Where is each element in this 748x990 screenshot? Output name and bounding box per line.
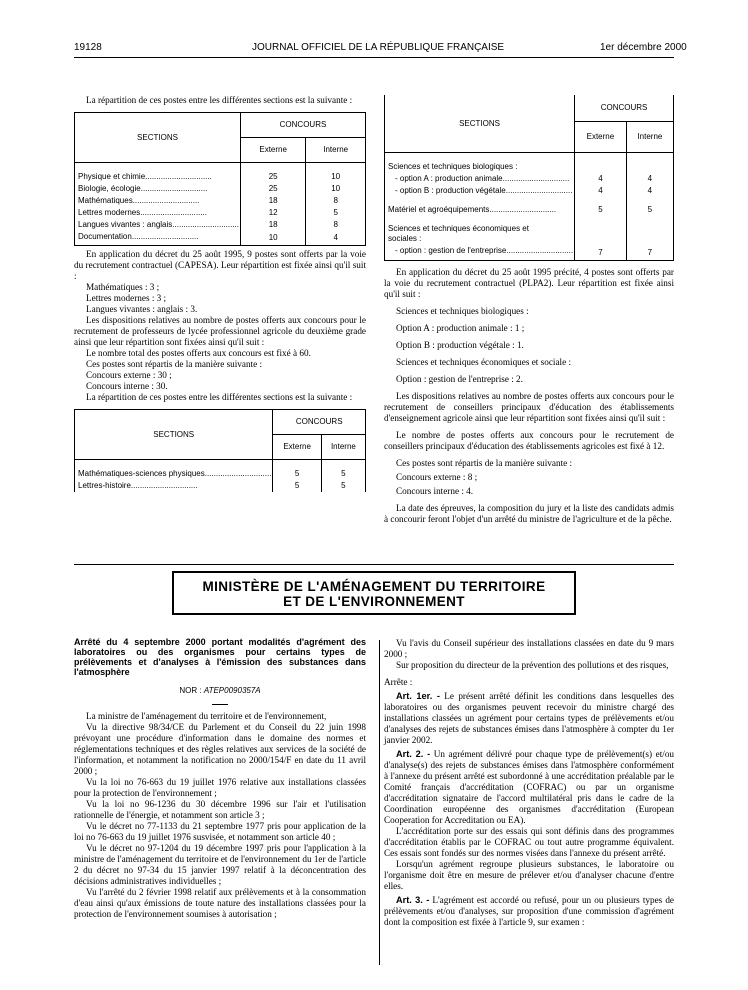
page-number: 19128 (74, 42, 102, 53)
left-column (74, 95, 366, 492)
list-item: Concours externe : 30 ; (86, 370, 172, 380)
list-item: Concours externe : 8 ; (396, 472, 478, 482)
table-row: Langues vivantes : anglais.............................. 18 8 (75, 219, 366, 231)
table-row: Mathématiques.............................. 18 8 (75, 195, 366, 207)
list-item: Lettres modernes : 3 ; (86, 293, 167, 303)
article-label: Art. 2. - (396, 749, 431, 759)
visa: Vu la loi no 76-663 du 19 juillet 1976 relative aux installations classées pour la protection de l'environnement ; (74, 777, 366, 798)
row-label: - option A : production animale (395, 174, 503, 183)
table-header-sections: SECTIONS (75, 113, 241, 163)
cell-interne: 4 (306, 231, 366, 246)
table-header-concours: CONCOURS (575, 95, 674, 122)
table-row: Lettres modernes.............................. 12 5 (75, 207, 366, 219)
paragraph: En application du décret du 25 août 1995, 9 postes sont offerts par la voie du recrutement contractuel (CAPESA). Leur répartition est fixée ainsi qu'il suit : (74, 249, 366, 281)
arrete-title: Arrêté du 4 septembre 2000 portant modalités d'agrément des laboratoires ou des organismes pour certains types de prélèvements et d'analyses à l'émission des substances dans l'atmosphère (74, 637, 366, 677)
article-text: Le présent arrêté définit les conditions dans lesquelles des laboratoires ou des organismes peuvent recevoir du ministre chargé des installations classées un agrément pour certains types de prélèvements et/ou d'analyses des rejets de substances émises dans l'atmosphère à compter du 1er janvier 2002. (384, 691, 675, 745)
cell-interne: 5 (626, 204, 673, 216)
journal-title: JOURNAL OFFICIEL DE LA RÉPUBLIQUE FRANÇAISE (252, 42, 505, 53)
article-label: Art. 1er. - (396, 691, 440, 701)
paragraph: Lorsqu'un agrément regroupe plusieurs substances, le laboratoire ou l'organisme doit être en mesure de prélever et/ou d'analyser chacune d'entre elles. (384, 859, 674, 891)
row-label: Matériel et agroéquipements (388, 205, 490, 214)
table-row: Biologie, écologie.............................. 25 10 (75, 183, 366, 195)
cell-externe: 12 (240, 207, 305, 219)
cell-externe: 5 (575, 204, 627, 216)
table-row: Lettres-histoire.............................. 5 5 (75, 480, 366, 492)
paragraph: Ces postes sont répartis de la manière suivante : (86, 359, 263, 369)
cell-externe: 7 (575, 245, 627, 261)
row-label: Mathématiques (78, 196, 133, 205)
table-sections-continued (384, 95, 674, 261)
paragraph: Ces postes sont répartis de la manière suivante : (396, 458, 573, 468)
table-header-interne: Interne (321, 435, 365, 460)
ministry-title-line2: ET DE L'ENVIRONNEMENT (283, 594, 465, 609)
cell-interne: 5 (321, 480, 365, 492)
group-label: Sciences et techniques économiques et sociales : (388, 224, 529, 243)
article-text: Un agrément délivré pour chaque type de prélèvement(s) et/ou d'analyse(s) des rejets de substances émises dans l'atmosphère conformément à l'annexe du présent arrêté est subordonné à une accréditation préalable par le Comité français d'accréditation (COFRAC) ou par un organisme d'accréditation signataire de l'accord multilatéral pris dans le cadre de la Coordination européenne des organismes d'accréditation (European Cooperation for Accreditation ou EA). (384, 749, 675, 825)
row-label: Physique et chimie (78, 172, 146, 181)
cell-externe: 4 (575, 173, 627, 185)
paragraph: L'accréditation porte sur des essais qui sont définis dans des programmes d'accréditation établis par le COFRAC ou tout autre programme équivalent. Ces essais sont fondés sur des normes visées dans l'annexe du présent arrêté. (384, 826, 674, 858)
nor-reference (74, 685, 366, 696)
table-group-row (385, 223, 674, 245)
table-row: Matériel et agroéquipements.............................. 5 5 (385, 204, 674, 216)
row-label: - option : gestion de l'entreprise (395, 246, 507, 255)
row-label: Biologie, écologie (78, 184, 141, 193)
cell-externe: 5 (273, 468, 321, 480)
list-item: Langues vivantes : anglais : 3. (86, 304, 198, 314)
row-label: Documentation (78, 232, 132, 241)
list-item: Option B : production végétale : 1. (396, 340, 524, 350)
group-label: Sciences et techniques biologiques : (388, 162, 518, 171)
issue-date: 1er décembre 2000 (600, 42, 687, 53)
row-label: Lettres modernes (78, 208, 141, 217)
column-divider (379, 640, 380, 965)
nor-code: ATEP0090357A (203, 686, 261, 695)
table-header-sections: SECTIONS (385, 95, 575, 153)
visa: Vu la loi no 96-1236 du 30 décembre 1996 sur l'air et l'utilisation rationnelle de l'énergie, et notamment son article 3 ; (74, 799, 366, 820)
visa: Vu l'arrêté du 2 février 1998 relatif aux prélèvements et à la consommation d'eau ainsi qu'aux émissions de toute nature des installations classées pour la protection de l'environnement soumises à autorisation ; (74, 887, 366, 919)
header-rule (74, 57, 674, 58)
cell-externe: 18 (240, 219, 305, 231)
cell-interne: 10 (306, 183, 366, 195)
table-sections-plpa (74, 409, 366, 492)
table-row: Mathématiques-sciences physiques.............................. 5 5 (75, 468, 366, 480)
paragraph: La répartition de ces postes entre les différentes sections est la suivante : (86, 95, 353, 105)
paragraph: Les dispositions relatives au nombre de postes offerts aux concours pour le recrutement de conseillers principaux d'éducation des établissements d'enseignement agricole ainsi que leur répartition sont fixées ainsi qu'il suit : (384, 391, 674, 423)
row-label: Langues vivantes : anglais (78, 220, 173, 229)
cell-externe: 5 (273, 480, 321, 492)
cell-externe: 18 (240, 195, 305, 207)
cell-externe: 10 (240, 231, 305, 246)
table-sections-capesa (74, 112, 366, 246)
cell-interne: 8 (306, 195, 366, 207)
table-header-sections: SECTIONS (75, 410, 273, 460)
visa: Vu la directive 98/34/CE du Parlement et du Conseil du 22 juin 1998 prévoyant une procédure d'information dans le domaine des normes et réglementations techniques et des règles relatives aux services de la société de l'information, et notamment la notification no 2000/154/F en date du 11 avril 2000 ; (74, 722, 366, 776)
paragraph: Le nombre total des postes offerts aux concours est fixé à 60. (86, 348, 311, 358)
paragraph: Les dispositions relatives au nombre de postes offerts aux concours pour le recrutement de professeurs de lycée professionnel agricole du deuxième grade ainsi que leur répartition sont fixées ainsi qu'il suit : (74, 315, 366, 347)
table-row: - option B : production végétale.............................. 4 4 (385, 185, 674, 197)
cell-interne: 4 (626, 185, 673, 197)
paragraph: Sur proposition du directeur de la prévention des pollutions et des risques, (396, 660, 669, 670)
list-item: Concours interne : 4. (396, 486, 474, 496)
cell-interne: 7 (626, 245, 673, 261)
cell-interne: 4 (626, 173, 673, 185)
nor-label: NOR : (179, 686, 202, 695)
list-item: Mathématiques : 3 ; (86, 282, 160, 292)
table-header-externe: Externe (575, 122, 627, 153)
cell-externe: 25 (240, 171, 305, 183)
article-text: L'agrément est accordé ou refusé, pour un ou plusieurs types de prélèvements et/ou d'analyses, sur proposition d'une commission d'agrément dont la composition est fixée à l'article 9, sur examen : (384, 895, 674, 927)
cell-interne: 5 (321, 468, 365, 480)
paragraph: La ministre de l'aménagement du territoire et de l'environnement, (86, 711, 327, 721)
visa: Vu le décret no 77-1133 du 21 septembre 1977 pris pour application de la loi no 76-663 du 19 juillet 1976 susvisée, et notamment son article 40 ; (74, 821, 366, 842)
table-header-externe: Externe (273, 435, 321, 460)
table-row: - option A : production animale.............................. 4 4 (385, 173, 674, 185)
arrete-word: Arrête : (384, 677, 413, 687)
paragraph: En application du décret du 25 août 1995 précité, 4 postes sont offerts par la voie du recrutement contractuel (PLPA2). Leur répartition est fixée ainsi qu'il suit : (384, 267, 674, 299)
paragraph: Le nombre de postes offerts aux concours pour le recrutement de conseillers principaux d'éducation des établissements agricoles est fixé à 12. (384, 430, 674, 451)
table-header-interne: Interne (626, 122, 673, 153)
row-label: Mathématiques-sciences physiques (78, 469, 205, 478)
arrete-left-column (74, 637, 366, 920)
cell-externe: 25 (240, 183, 305, 195)
row-label: - option B : production végétale (395, 186, 506, 195)
table-header-concours: CONCOURS (240, 113, 365, 138)
table-row: - option : gestion de l'entreprise.............................. 7 7 (385, 245, 674, 261)
article-label: Art. 3. - (396, 895, 430, 905)
cell-interne: 8 (306, 219, 366, 231)
row-label: Lettres-histoire (78, 481, 131, 490)
right-column (384, 95, 674, 525)
article-2 (384, 749, 674, 826)
table-row: Physique et chimie.............................. 25 10 (75, 171, 366, 183)
cell-externe: 4 (575, 185, 627, 197)
article-1 (384, 691, 674, 746)
paragraph: La date des épreuves, la composition du jury et la liste des candidats admis à concourir feront l'objet d'un arrêté du ministre de l'agriculture et de la pêche. (384, 503, 674, 524)
cell-interne: 10 (306, 171, 366, 183)
paragraph: La répartition de ces postes entre les différentes sections est la suivante : (86, 392, 353, 402)
list-item: Option A : production animale : 1 ; (396, 323, 525, 333)
ministry-title-line1: MINISTÈRE DE L'AMÉNAGEMENT DU TERRITOIRE (202, 579, 546, 594)
visa: Vu le décret no 97-1204 du 19 décembre 1997 pris pour l'application à la ministre de l'aménagement du territoire et de l'environnement du 1er de l'article 2 du décret no 97-34 du 15 janvier 1997 relatif à la déconcentration des décisions administratives individuelles ; (74, 843, 366, 886)
list-item: Sciences et techniques économiques et sociale : (396, 357, 572, 367)
list-item: Concours interne : 30. (86, 381, 168, 391)
section-rule (74, 564, 674, 565)
visa: Vu l'avis du Conseil supérieur des installations classées en date du 9 mars 2000 ; (384, 638, 674, 659)
cell-interne: 5 (306, 207, 366, 219)
article-3 (384, 895, 674, 928)
ministry-banner (172, 571, 576, 615)
table-row: Documentation.............................. 10 4 (75, 231, 366, 246)
arrete-right-column (384, 638, 674, 928)
list-item: Option : gestion de l'entreprise : 2. (396, 374, 523, 384)
table-header-concours: CONCOURS (273, 410, 366, 435)
separator (212, 704, 228, 705)
table-group-row (385, 161, 674, 173)
table-header-interne: Interne (306, 138, 366, 163)
table-header-externe: Externe (240, 138, 305, 163)
list-item: Sciences et techniques biologiques : (396, 306, 529, 316)
